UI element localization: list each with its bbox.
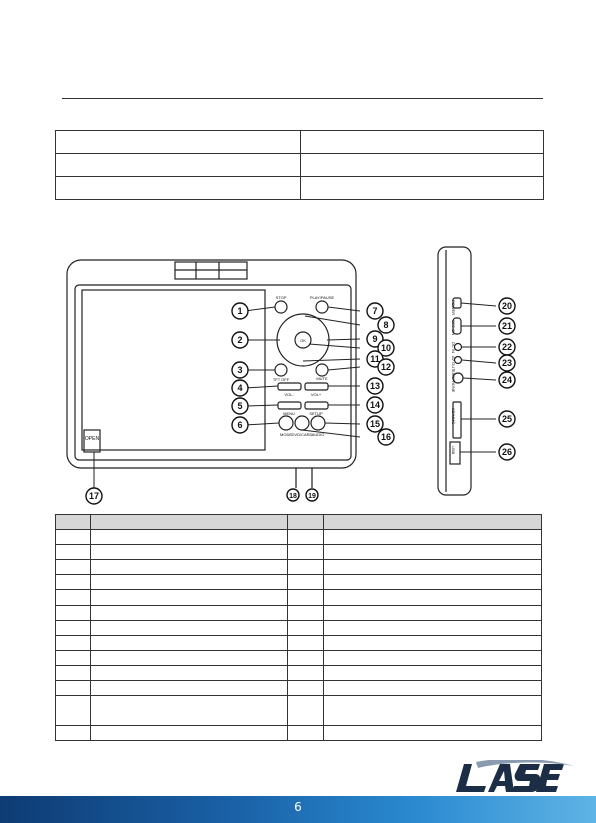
parts-row [56, 696, 542, 726]
callout-15: 15 [369, 419, 381, 429]
label-av-out: AV OUT [451, 356, 456, 371]
callout-22: 22 [501, 342, 513, 352]
label-off-on: OFF ON [451, 320, 456, 336]
parts-row [56, 545, 542, 560]
parts-row [56, 650, 542, 665]
callout-18: 18 [289, 493, 297, 500]
callout-13: 13 [369, 381, 381, 391]
parts-row [56, 605, 542, 620]
callout-25: 25 [501, 414, 513, 424]
callout-23: 23 [501, 358, 513, 368]
callout-17: 17 [88, 491, 100, 501]
parts-row [56, 575, 542, 590]
label-stop: STOP [275, 295, 287, 300]
parts-row [56, 665, 542, 680]
callout-26: 26 [501, 447, 513, 457]
callout-9: 9 [372, 334, 378, 344]
parts-table [55, 514, 542, 741]
callout-6: 6 [237, 420, 243, 430]
parts-row [56, 681, 542, 696]
callout-20: 20 [501, 301, 513, 311]
callout-2: 2 [237, 335, 243, 345]
label-vol-minus: VOL- [284, 392, 294, 397]
callout-4: 4 [237, 383, 243, 393]
label-power: POWER [451, 300, 456, 316]
page-number: 6 [294, 800, 302, 814]
label-mute: MUTE [316, 376, 328, 381]
label-dvd-card: DVD/CARD [291, 432, 313, 437]
parts-row [56, 590, 542, 605]
callout-5: 5 [237, 401, 243, 411]
label-open: OPEN [84, 436, 100, 442]
label-mode: MODE [280, 432, 292, 437]
callout-24: 24 [501, 375, 513, 385]
callout-16: 16 [380, 432, 392, 442]
label-audio: AUDIO [311, 432, 325, 437]
label-play-pause: PLAY/PAUSE [309, 295, 335, 300]
label-menu: MENU [283, 411, 295, 416]
callout-14: 14 [369, 400, 381, 410]
callout-21: 21 [501, 321, 513, 331]
label-setup: SETUP [309, 411, 323, 416]
parts-row [56, 530, 542, 545]
callout-10: 10 [380, 343, 392, 353]
label-dc-in: DC IN [451, 342, 456, 353]
callout-1: 1 [237, 306, 243, 316]
callout-8: 8 [383, 320, 389, 330]
callout-11: 11 [370, 354, 380, 364]
parts-row [56, 635, 542, 650]
parts-header-row [56, 515, 542, 530]
label-usb: USB [451, 446, 456, 455]
label-tft-off: TFT OFF [272, 377, 290, 382]
label-vol-plus: VOL+ [310, 392, 322, 397]
callout-7: 7 [372, 306, 378, 316]
laser-logo [456, 760, 576, 794]
parts-row [56, 560, 542, 575]
callout-19: 19 [308, 493, 316, 500]
parts-row [56, 726, 542, 741]
label-sd-mmc: SD/MMC [451, 408, 456, 425]
callout-12: 12 [380, 362, 392, 372]
label-earphone: EARPHONE [451, 370, 456, 393]
callout-3: 3 [237, 365, 243, 375]
label-ok: OK [300, 338, 306, 343]
parts-row [56, 620, 542, 635]
